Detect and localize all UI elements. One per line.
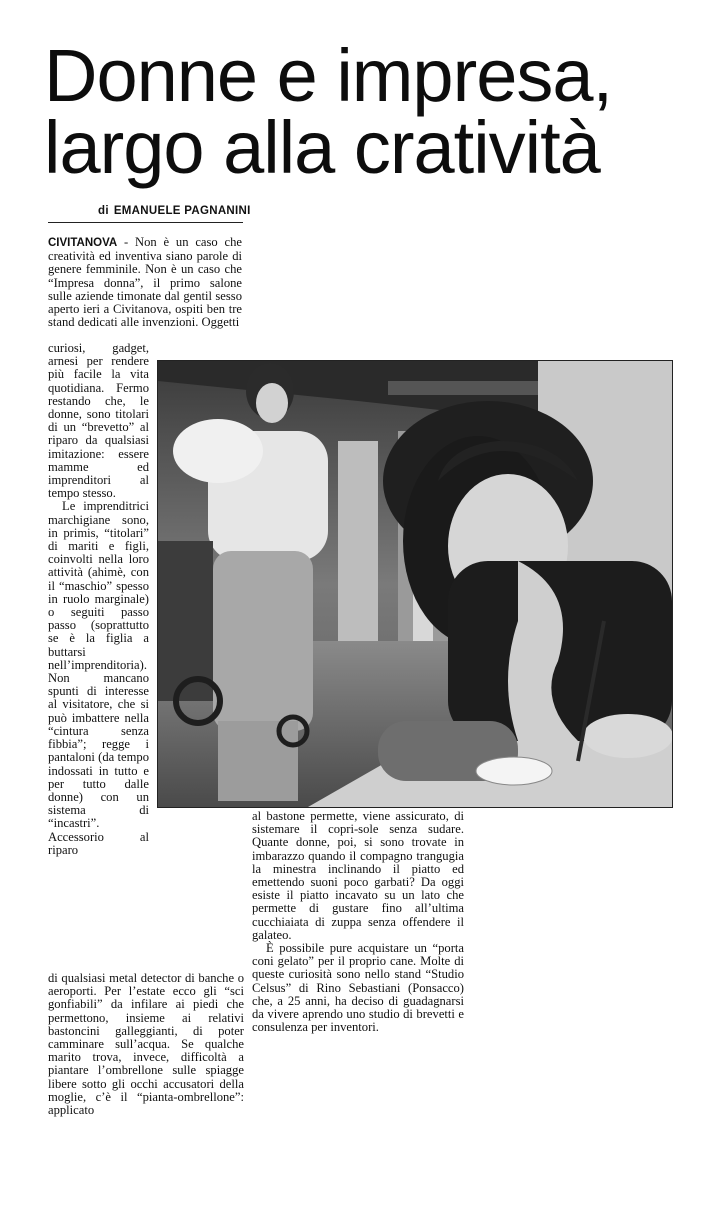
article-right-column: [252, 810, 464, 1034]
narrow-paragraph-2: Le imprenditrici marchigiane sono, in primis, “titolari” di mariti e figli, coinvolti nella loro attività (ahimè, con il “maschio” spesso in ruolo marginale) o seguiti passo passo (soprattutto se è la figlia a buttarsi nell’imprenditoria). Non mancano spunti di interesse al visitatore, che si può imbattere nella “cintura senza fibbia”; regge i pantaloni (da tempo indossati in tutto e per tutto dalle donne) con un sistema di “incastri”. Accessorio al riparo: [48, 499, 149, 857]
article-bottom-column: [48, 972, 244, 1117]
article-narrow-column: [48, 342, 149, 857]
narrow-paragraph-1: curiosi, gadget, arnesi per rendere più facile la vita quotidiana. Fermo restando che, le donne, sono titolari di un “brevetto” al riparo da qualsiasi imitazione: essere mamme ed imprenditori al tempo stesso.: [48, 341, 149, 501]
byline-prefix: di: [98, 205, 109, 217]
right-paragraph-2: È possibile pure acquistare un “porta coni gelato” per il proprio cane. Molte di queste curiosità sono nello stand “Studio Celsus” di Rino Sebastiani (Ponsacco) che, a 25 anni, ha deciso di guadagnarsi da vivere aprendo uno studio di brevetti e consulenza per inventori.: [252, 941, 464, 1035]
bottom-paragraph: di qualsiasi metal detector di banche o aeroporti. Per l’estate ecco gli “sci gonfiabili” da infilare ai piedi che permettono, insieme ai relativi bastoncini galleggianti, di poter camminare sull’acqua. Se qualche marito trova, invece, difficoltà a piantare l’ombrellone sulle spiagge libere sotto gli occhi accusatori della moglie, c’è il “pianta-ombrellone”: applicato: [48, 971, 244, 1118]
byline-author: EMANUELE PAGNANINI: [113, 205, 251, 217]
headline-line-2: largo alla cratività: [44, 106, 600, 189]
byline: [98, 205, 251, 217]
dateline: CIVITANOVA: [48, 237, 118, 249]
photo-illustration: [158, 361, 672, 807]
byline-rule: [48, 222, 243, 223]
intro-text: - Non è un caso che creatività ed inventiva siano parole di genere femminile. Non è un caso che “Impresa donna”, il primo salone sulle aziende timonate dal gentil sesso aperto ieri a Civitanova, ospiti ben tre stand dedicati alle invenzioni. Oggetti: [48, 235, 242, 330]
headline: [44, 34, 694, 189]
right-paragraph-1: al bastone permette, viene assicurato, di sistemare il copri-sole senza sudare. Quante donne, poi, si sono trovate in imbarazzo quando il compagno trangugia la minestra inclinando il piatto ed emettendo suoni poco garbati? Da oggi esiste il piatto incavato su un lato che permette di gustare fino all’ultima cucchiaiata di zuppa senza offendere il galateo.: [252, 809, 464, 942]
article-intro: [48, 236, 242, 329]
article-photo: [157, 360, 673, 808]
headline-line-1: Donne e impresa,: [44, 34, 613, 117]
